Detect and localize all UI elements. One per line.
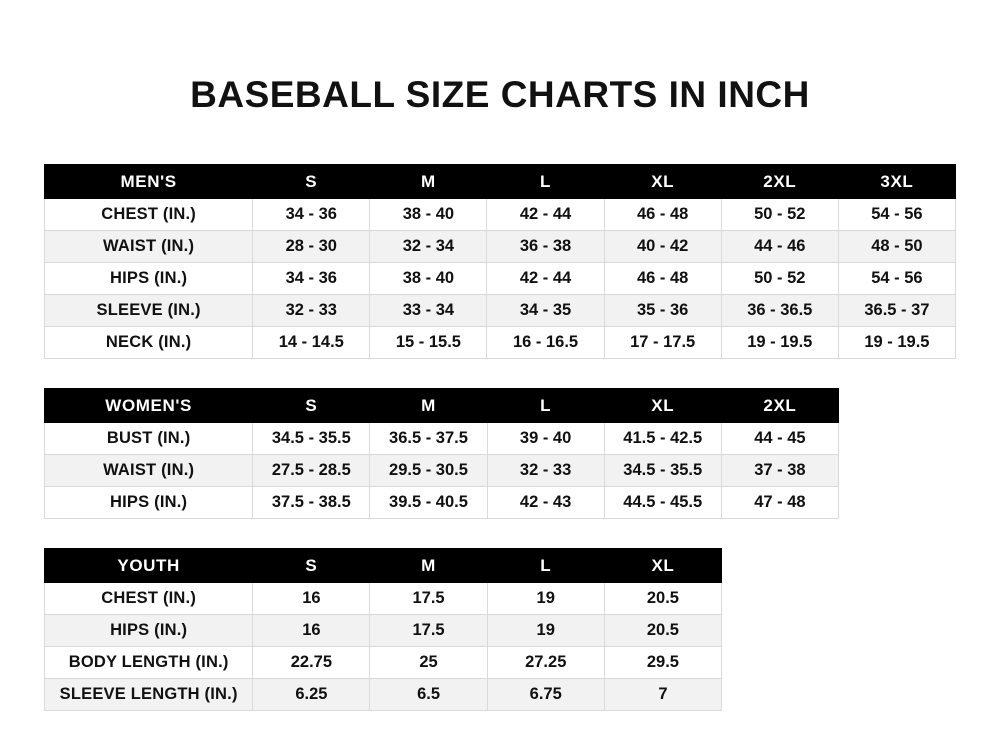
table-cell: 34 - 36: [253, 199, 370, 231]
row-label: WAIST (IN.): [45, 231, 253, 263]
table-cell: 7: [604, 679, 721, 711]
table-cell: 42 - 44: [487, 199, 604, 231]
table-cell: 19 - 19.5: [838, 327, 955, 359]
table-cell: 36 - 36.5: [721, 295, 838, 327]
table-cell: 6.75: [487, 679, 604, 711]
table-cell: 34 - 35: [487, 295, 604, 327]
column-header: 2XL: [721, 389, 838, 423]
tables-container: [0, 164, 1000, 711]
table-cell: 32 - 33: [253, 295, 370, 327]
column-header: XL: [604, 549, 721, 583]
column-header: WOMEN'S: [45, 389, 253, 423]
table-row: [45, 199, 956, 231]
table-row: [45, 615, 722, 647]
table-cell: 44 - 46: [721, 231, 838, 263]
table-cell: 19: [487, 583, 604, 615]
row-label: HIPS (IN.): [45, 615, 253, 647]
row-label: WAIST (IN.): [45, 455, 253, 487]
table-cell: 17.5: [370, 615, 487, 647]
column-header: XL: [604, 165, 721, 199]
table-cell: 46 - 48: [604, 199, 721, 231]
table-spacer: [44, 519, 956, 548]
table-cell: 19 - 19.5: [721, 327, 838, 359]
table-cell: 47 - 48: [721, 487, 838, 519]
row-label: HIPS (IN.): [45, 263, 253, 295]
table-header-row: [45, 549, 722, 583]
table-cell: 44 - 45: [721, 423, 838, 455]
row-label: HIPS (IN.): [45, 487, 253, 519]
table-cell: 37 - 38: [721, 455, 838, 487]
table-cell: 16: [253, 615, 370, 647]
table-cell: 37.5 - 38.5: [253, 487, 370, 519]
table-cell: 46 - 48: [604, 263, 721, 295]
table-cell: 36 - 38: [487, 231, 604, 263]
column-header: YOUTH: [45, 549, 253, 583]
table-row: [45, 679, 722, 711]
column-header: XL: [604, 389, 721, 423]
column-header: M: [370, 389, 487, 423]
column-header: 2XL: [721, 165, 838, 199]
table-header-row: [45, 389, 839, 423]
table-cell: 32 - 33: [487, 455, 604, 487]
table-cell: 34 - 36: [253, 263, 370, 295]
column-header: L: [487, 549, 604, 583]
womens-size-table: [44, 388, 839, 519]
table-row: [45, 295, 956, 327]
table-cell: 20.5: [604, 615, 721, 647]
table-cell: 54 - 56: [838, 199, 955, 231]
table-cell: 33 - 34: [370, 295, 487, 327]
table-cell: 34.5 - 35.5: [604, 455, 721, 487]
column-header: L: [487, 389, 604, 423]
mens-size-table: [44, 164, 956, 359]
row-label: BUST (IN.): [45, 423, 253, 455]
table-cell: 32 - 34: [370, 231, 487, 263]
table-cell: 50 - 52: [721, 263, 838, 295]
table-cell: 16: [253, 583, 370, 615]
table-cell: 20.5: [604, 583, 721, 615]
table-row: [45, 455, 839, 487]
table-row: [45, 487, 839, 519]
table-row: [45, 647, 722, 679]
table-row: [45, 327, 956, 359]
table-cell: 39 - 40: [487, 423, 604, 455]
table-cell: 41.5 - 42.5: [604, 423, 721, 455]
table-cell: 42 - 44: [487, 263, 604, 295]
column-header: S: [253, 165, 370, 199]
row-label: CHEST (IN.): [45, 199, 253, 231]
row-label: CHEST (IN.): [45, 583, 253, 615]
row-label: BODY LENGTH (IN.): [45, 647, 253, 679]
column-header: M: [370, 165, 487, 199]
table-cell: 25: [370, 647, 487, 679]
youth-size-table: [44, 548, 722, 711]
column-header: S: [253, 389, 370, 423]
table-cell: 29.5 - 30.5: [370, 455, 487, 487]
table-cell: 50 - 52: [721, 199, 838, 231]
table-row: [45, 263, 956, 295]
table-cell: 34.5 - 35.5: [253, 423, 370, 455]
table-cell: 36.5 - 37: [838, 295, 955, 327]
row-label: SLEEVE LENGTH (IN.): [45, 679, 253, 711]
table-cell: 44.5 - 45.5: [604, 487, 721, 519]
table-cell: 17 - 17.5: [604, 327, 721, 359]
table-cell: 29.5: [604, 647, 721, 679]
table-row: [45, 231, 956, 263]
table-cell: 35 - 36: [604, 295, 721, 327]
table-cell: 42 - 43: [487, 487, 604, 519]
column-header: M: [370, 549, 487, 583]
table-cell: 36.5 - 37.5: [370, 423, 487, 455]
table-cell: 40 - 42: [604, 231, 721, 263]
table-cell: 22.75: [253, 647, 370, 679]
table-cell: 48 - 50: [838, 231, 955, 263]
column-header: S: [253, 549, 370, 583]
table-row: [45, 423, 839, 455]
table-cell: 39.5 - 40.5: [370, 487, 487, 519]
table-cell: 38 - 40: [370, 199, 487, 231]
table-cell: 19: [487, 615, 604, 647]
row-label: SLEEVE (IN.): [45, 295, 253, 327]
column-header: L: [487, 165, 604, 199]
column-header: 3XL: [838, 165, 955, 199]
table-cell: 27.5 - 28.5: [253, 455, 370, 487]
column-header: MEN'S: [45, 165, 253, 199]
table-cell: 15 - 15.5: [370, 327, 487, 359]
table-spacer: [44, 359, 956, 388]
table-cell: 16 - 16.5: [487, 327, 604, 359]
table-cell: 27.25: [487, 647, 604, 679]
page-title: BASEBALL SIZE CHARTS IN INCH: [190, 74, 810, 115]
table-cell: 28 - 30: [253, 231, 370, 263]
table-cell: 14 - 14.5: [253, 327, 370, 359]
row-label: NECK (IN.): [45, 327, 253, 359]
table-cell: 17.5: [370, 583, 487, 615]
table-cell: 6.25: [253, 679, 370, 711]
table-header-row: [45, 165, 956, 199]
table-cell: 6.5: [370, 679, 487, 711]
table-cell: 54 - 56: [838, 263, 955, 295]
table-row: [45, 583, 722, 615]
table-cell: 38 - 40: [370, 263, 487, 295]
